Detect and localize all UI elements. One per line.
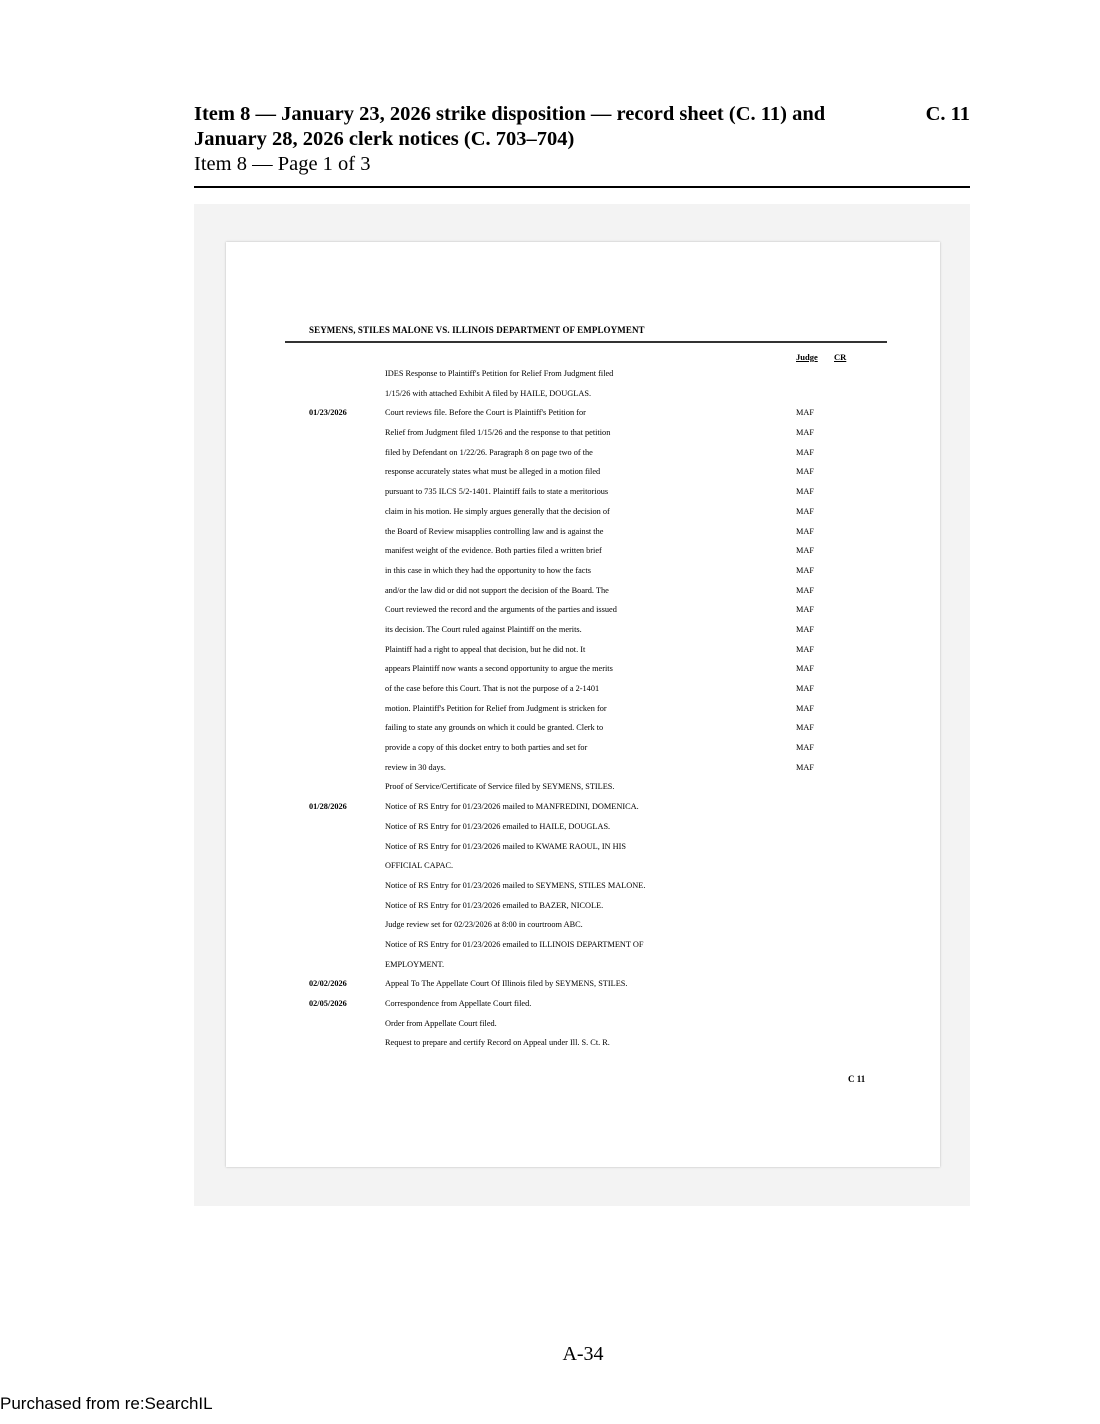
docket-text: Request to prepare and certify Record on Appeal under Ill. S. Ct. R. bbox=[385, 1038, 610, 1048]
docket-row bbox=[0, 878, 1100, 898]
docket-text: IDES Response to Plaintiff's Petition for Relief From Judgment filed bbox=[385, 369, 614, 378]
docket-row bbox=[0, 583, 1100, 603]
docket-date: 01/23/2026 bbox=[309, 408, 347, 418]
cr-column-header: CR bbox=[834, 352, 847, 362]
docket-judge: MAF bbox=[796, 605, 814, 615]
docket-row bbox=[0, 996, 1100, 1016]
docket-judge: MAF bbox=[796, 644, 814, 654]
docket-text: Proof of Service/Certificate of Service filed by SEYMENS, STILES. bbox=[385, 782, 615, 792]
docket-row bbox=[0, 957, 1100, 977]
docket-row bbox=[0, 504, 1100, 524]
docket-text: OFFICIAL CAPAC. bbox=[385, 861, 454, 871]
judge-column-header: Judge bbox=[796, 352, 818, 362]
docket-row bbox=[0, 701, 1100, 721]
header-divider bbox=[194, 186, 970, 188]
case-title: SEYMENS, STILES MALONE VS. ILLINOIS DEPARTMENT OF EMPLOYMENT bbox=[309, 325, 645, 335]
docket-date: 02/02/2026 bbox=[309, 979, 347, 989]
docket-row bbox=[0, 524, 1100, 544]
docket-judge: MAF bbox=[796, 723, 814, 733]
docket-text: Order from Appellate Court filed. bbox=[385, 1018, 497, 1028]
docket-text: Plaintiff had a right to appeal that decision, but he did not. It bbox=[385, 644, 586, 654]
docket-text: provide a copy of this docket entry to both parties and set for bbox=[385, 743, 588, 753]
docket-text: appears Plaintiff now wants a second opportunity to argue the merits bbox=[385, 664, 613, 674]
docket-text: failing to state any grounds on which it could be granted. Clerk to bbox=[385, 723, 604, 733]
docket-text: filed by Defendant on 1/22/26. Paragraph 8 on page two of the bbox=[385, 447, 593, 457]
docket-text: Notice of RS Entry for 01/23/2026 emailed to ILLINOIS DEPARTMENT OF bbox=[385, 939, 644, 949]
docket-text: Appeal To The Appellate Court Of Illinois filed by SEYMENS, STILES. bbox=[385, 979, 628, 989]
docket-row bbox=[0, 405, 1100, 425]
docket-row bbox=[0, 425, 1100, 445]
docket-row bbox=[0, 740, 1100, 760]
docket-row bbox=[0, 602, 1100, 622]
docket-text: EMPLOYMENT. bbox=[385, 959, 445, 969]
item-title: Item 8 — January 23, 2026 strike disposition — record sheet (C. 11) and January 28, 2026 clerk notices (C. 703–704) bbox=[194, 103, 826, 150]
docket-row bbox=[0, 484, 1100, 504]
docket-entries bbox=[0, 366, 1100, 1055]
case-title-divider bbox=[285, 341, 887, 343]
item-subtitle: Item 8 — Page 1 of 3 bbox=[194, 153, 371, 175]
docket-text: Notice of RS Entry for 01/23/2026 emailed to HAILE, DOUGLAS. bbox=[385, 821, 611, 831]
docket-text: Notice of RS Entry for 01/23/2026 emailed to BAZER, NICOLE. bbox=[385, 900, 604, 910]
docket-row bbox=[0, 760, 1100, 780]
docket-row bbox=[0, 661, 1100, 681]
docket-text: in this case in which they had the opportunity to how the facts bbox=[385, 565, 591, 575]
docket-judge: MAF bbox=[796, 624, 814, 634]
docket-row bbox=[0, 799, 1100, 819]
docket-date: 01/28/2026 bbox=[309, 802, 347, 812]
purchase-watermark: Purchased from re:SearchIL bbox=[0, 1394, 213, 1413]
docket-text: motion. Plaintiff's Petition for Relief from Judgment is stricken for bbox=[385, 703, 607, 713]
docket-judge: MAF bbox=[796, 546, 814, 556]
docket-text: Court reviews file. Before the Court is Plaintiff's Petition for bbox=[385, 408, 586, 418]
docket-text: and/or the law did or did not support the decision of the Board. The bbox=[385, 585, 609, 595]
docket-text: review in 30 days. bbox=[385, 762, 446, 772]
docket-text: response accurately states what must be alleged in a motion filed bbox=[385, 467, 601, 477]
docket-judge: MAF bbox=[796, 447, 814, 457]
docket-row bbox=[0, 937, 1100, 957]
docket-judge: MAF bbox=[796, 585, 814, 595]
docket-judge: MAF bbox=[796, 565, 814, 575]
docket-row bbox=[0, 839, 1100, 859]
docket-row bbox=[0, 366, 1100, 386]
docket-judge: MAF bbox=[796, 684, 814, 693]
docket-text: Notice of RS Entry for 01/23/2026 mailed to SEYMENS, STILES MALONE. bbox=[385, 880, 646, 890]
sheet-page-mark: C 11 bbox=[848, 1074, 866, 1084]
docket-text: Judge review set for 02/23/2026 at 8:00 in courtroom ABC. bbox=[385, 920, 583, 930]
docket-judge: MAF bbox=[796, 428, 814, 438]
docket-row bbox=[0, 464, 1100, 484]
docket-row bbox=[0, 858, 1100, 878]
docket-row bbox=[0, 622, 1100, 642]
docket-text: the Board of Review misapplies controlling law and is against the bbox=[385, 526, 604, 536]
docket-judge: MAF bbox=[796, 408, 814, 418]
docket-text: Notice of RS Entry for 01/23/2026 mailed to MANFREDINI, DOMENICA. bbox=[385, 802, 639, 812]
docket-row bbox=[0, 976, 1100, 996]
docket-text: claim in his motion. He simply argues generally that the decision of bbox=[385, 506, 610, 516]
docket-text: pursuant to 735 ILCS 5/2-1401. Plaintiff fails to state a meritorious bbox=[385, 487, 609, 497]
docket-text: Correspondence from Appellate Court filed. bbox=[385, 999, 532, 1008]
docket-date: 02/05/2026 bbox=[309, 999, 347, 1008]
docket-judge: MAF bbox=[796, 703, 814, 713]
docket-judge: MAF bbox=[796, 762, 814, 772]
docket-row bbox=[0, 898, 1100, 918]
docket-judge: MAF bbox=[796, 526, 814, 536]
docket-row bbox=[0, 563, 1100, 583]
docket-text: manifest weight of the evidence. Both parties filed a written brief bbox=[385, 546, 602, 556]
docket-row bbox=[0, 445, 1100, 465]
docket-row bbox=[0, 642, 1100, 662]
docket-row bbox=[0, 819, 1100, 839]
docket-text: 1/15/26 with attached Exhibit A filed by HAILE, DOUGLAS. bbox=[385, 388, 592, 398]
docket-row bbox=[0, 720, 1100, 740]
docket-text: Relief from Judgment filed 1/15/26 and the response to that petition bbox=[385, 428, 611, 438]
docket-row bbox=[0, 1016, 1100, 1036]
docket-judge: MAF bbox=[796, 743, 814, 753]
docket-row bbox=[0, 779, 1100, 799]
docket-row bbox=[0, 543, 1100, 563]
docket-text: its decision. The Court ruled against Plaintiff on the merits. bbox=[385, 624, 582, 634]
docket-judge: MAF bbox=[796, 467, 814, 477]
docket-judge: MAF bbox=[796, 506, 814, 516]
page-number: A-34 bbox=[562, 1343, 604, 1365]
docket-judge: MAF bbox=[796, 664, 814, 674]
docket-row bbox=[0, 917, 1100, 937]
docket-row bbox=[0, 1035, 1100, 1055]
record-citation: C. 11 bbox=[925, 103, 970, 125]
docket-text: Notice of RS Entry for 01/23/2026 mailed to KWAME RAOUL, IN HIS bbox=[385, 841, 627, 851]
docket-text: of the case before this Court. That is not the purpose of a 2-1401 bbox=[385, 684, 600, 693]
item-header bbox=[194, 102, 970, 177]
docket-text: Court reviewed the record and the arguments of the parties and issued bbox=[385, 605, 617, 615]
docket-row bbox=[0, 386, 1100, 406]
docket-row bbox=[0, 681, 1100, 701]
docket-judge: MAF bbox=[796, 487, 814, 497]
